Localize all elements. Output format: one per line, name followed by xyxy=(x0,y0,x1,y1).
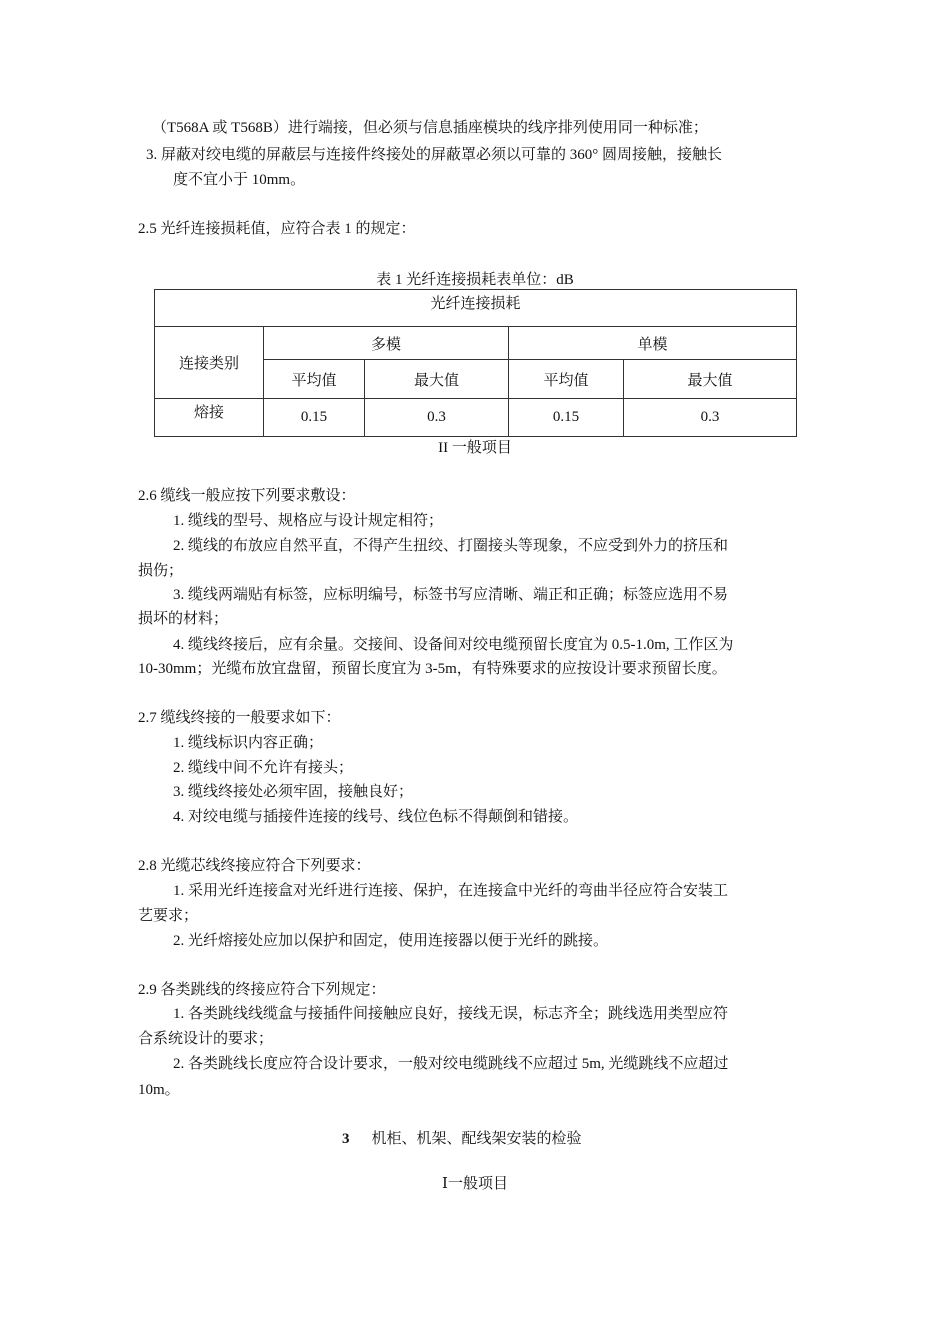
group-multimode: 多模 xyxy=(264,327,509,360)
list-item: 1. 采用光纤连接盒对光纤进行连接、保护，在连接盒中光纤的弯曲半径应符合安装工 xyxy=(173,883,729,899)
column-header: 最大值 xyxy=(624,360,797,399)
chapter-number: 3 xyxy=(342,1131,350,1147)
table-caption: 表 1 光纤连接损耗表单位：dB xyxy=(376,272,574,288)
list-item: 1. 缆线标识内容正确； xyxy=(173,735,324,751)
paragraph-line: 合系统设计的要求； xyxy=(138,1031,274,1047)
section-heading: 2.5 光纤连接损耗值，应符合表 1 的规定： xyxy=(138,221,416,237)
chapter-title: 机柜、机架、配线架安装的检验 xyxy=(371,1131,582,1147)
row-label: 连接类别 xyxy=(155,327,264,399)
paragraph-line: 10m。 xyxy=(138,1082,180,1098)
section-heading: 2.9 各类跳线的终接应符合下列规定： xyxy=(138,982,386,998)
paragraph-line: 损伤； xyxy=(138,563,184,579)
column-header: 平均值 xyxy=(509,360,624,399)
section-heading: 2.6 缆线一般应按下列要求敷设： xyxy=(138,488,356,504)
group-singlemode: 单模 xyxy=(509,327,797,360)
table-cell: 0.3 xyxy=(624,399,797,437)
list-item: 1. 各类跳线线缆盒与接插件间接触应良好，接线无误，标志齐全；跳线选用类型应符 xyxy=(173,1006,729,1022)
chapter-heading xyxy=(342,1129,582,1149)
subsection-heading: II 一般项目 xyxy=(438,440,512,456)
list-item: 1. 缆线的型号、规格应与设计规定相符； xyxy=(173,513,444,529)
list-item: 2. 缆线中间不允许有接头； xyxy=(173,760,354,776)
paragraph-line: （T568A 或 T568B）进行端接，但必须与信息插座模块的线序排列使用同一种标准； xyxy=(152,120,708,136)
list-item: 4. 对绞电缆与插接件连接的线号、线位色标不得颠倒和错接。 xyxy=(173,809,579,825)
paragraph-line: 艺要求； xyxy=(138,908,199,924)
section-heading: 2.7 缆线终接的一般要求如下： xyxy=(138,710,341,726)
data-row-label: 熔接 xyxy=(155,399,264,437)
subsection-heading: Ⅰ一般项目 xyxy=(442,1176,508,1192)
table-cell: 0.15 xyxy=(264,399,365,437)
list-item: 2. 光纤熔接处应加以保护和固定，使用连接器以便于光纤的跳接。 xyxy=(173,933,609,949)
list-item: 4. 缆线终接后，应有余量。交接间、设备间对绞电缆预留长度宜为 0.5-1.0m, 工作区为 xyxy=(173,637,734,653)
list-item: 2. 缆线的布放应自然平直，不得产生扭绞、打圈接头等现象，不应受到外力的挤压和 xyxy=(173,538,729,554)
list-item: 3. 屏蔽对绞电缆的屏蔽层与连接件终接处的屏蔽罩必须以可靠的 360° 圆周接触，接触长 xyxy=(146,147,723,163)
table-cell: 0.3 xyxy=(365,399,509,437)
fiber-loss-table xyxy=(154,289,797,437)
table-cell: 0.15 xyxy=(509,399,624,437)
paragraph-line: 度不宜小于 10mm。 xyxy=(173,172,306,188)
column-header: 最大值 xyxy=(365,360,509,399)
list-item: 3. 缆线两端贴有标签，应标明编号，标签书写应清晰、端正和正确；标签应选用不易 xyxy=(173,587,729,603)
list-item: 2. 各类跳线长度应符合设计要求，一般对绞电缆跳线不应超过 5m, 光缆跳线不应超过 xyxy=(173,1056,729,1072)
table-header: 光纤连接损耗 xyxy=(155,290,797,327)
section-heading: 2.8 光缆芯线终接应符合下列要求： xyxy=(138,858,371,874)
paragraph-line: 10-30mm；光缆布放宜盘留，预留长度宜为 3-5m，有特殊要求的应按设计要求预留长度。 xyxy=(138,661,727,677)
paragraph-line: 损坏的材料； xyxy=(138,611,229,627)
column-header: 平均值 xyxy=(264,360,365,399)
list-item: 3. 缆线终接处必须牢固，接触良好； xyxy=(173,784,414,800)
